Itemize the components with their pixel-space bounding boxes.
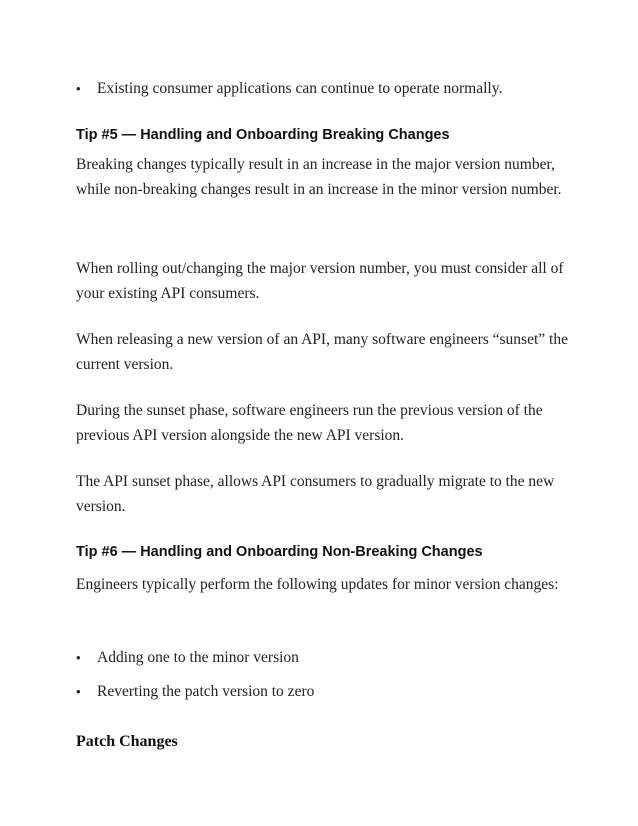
list-item-text: Adding one to the minor version	[97, 649, 299, 666]
bullet-icon: •	[76, 81, 81, 96]
paragraph: During the sunset phase, software engineers run the previous version of the previous API version alongside the new API version.	[76, 402, 543, 444]
list-item	[76, 645, 598, 670]
bullet-icon: •	[76, 650, 81, 665]
paragraph: When rolling out/changing the major version number, you must consider all of your existing API consumers.	[76, 260, 564, 302]
list-item	[76, 679, 598, 704]
paragraph: When releasing a new version of an API, many software engineers “sunset” the current version.	[76, 331, 568, 373]
paragraph: Breaking changes typically result in an increase in the major version number, while non-breaking changes result in an increase in the minor version number.	[76, 156, 562, 198]
tip6-heading: Tip #6 — Handling and Onboarding Non-Breaking Changes	[76, 544, 483, 560]
tip5-heading: Tip #5 — Handling and Onboarding Breaking Changes	[76, 127, 450, 143]
bullet-icon: •	[76, 684, 81, 699]
paragraph: Engineers typically perform the following updates for minor version changes:	[76, 576, 559, 593]
list-item	[76, 76, 598, 101]
list-item-text: Reverting the patch version to zero	[97, 683, 315, 700]
list-item-text: Existing consumer applications can continue to operate normally.	[97, 80, 503, 97]
patch-changes-heading: Patch Changes	[76, 733, 178, 750]
paragraph: The API sunset phase, allows API consumers to gradually migrate to the new version.	[76, 473, 555, 515]
